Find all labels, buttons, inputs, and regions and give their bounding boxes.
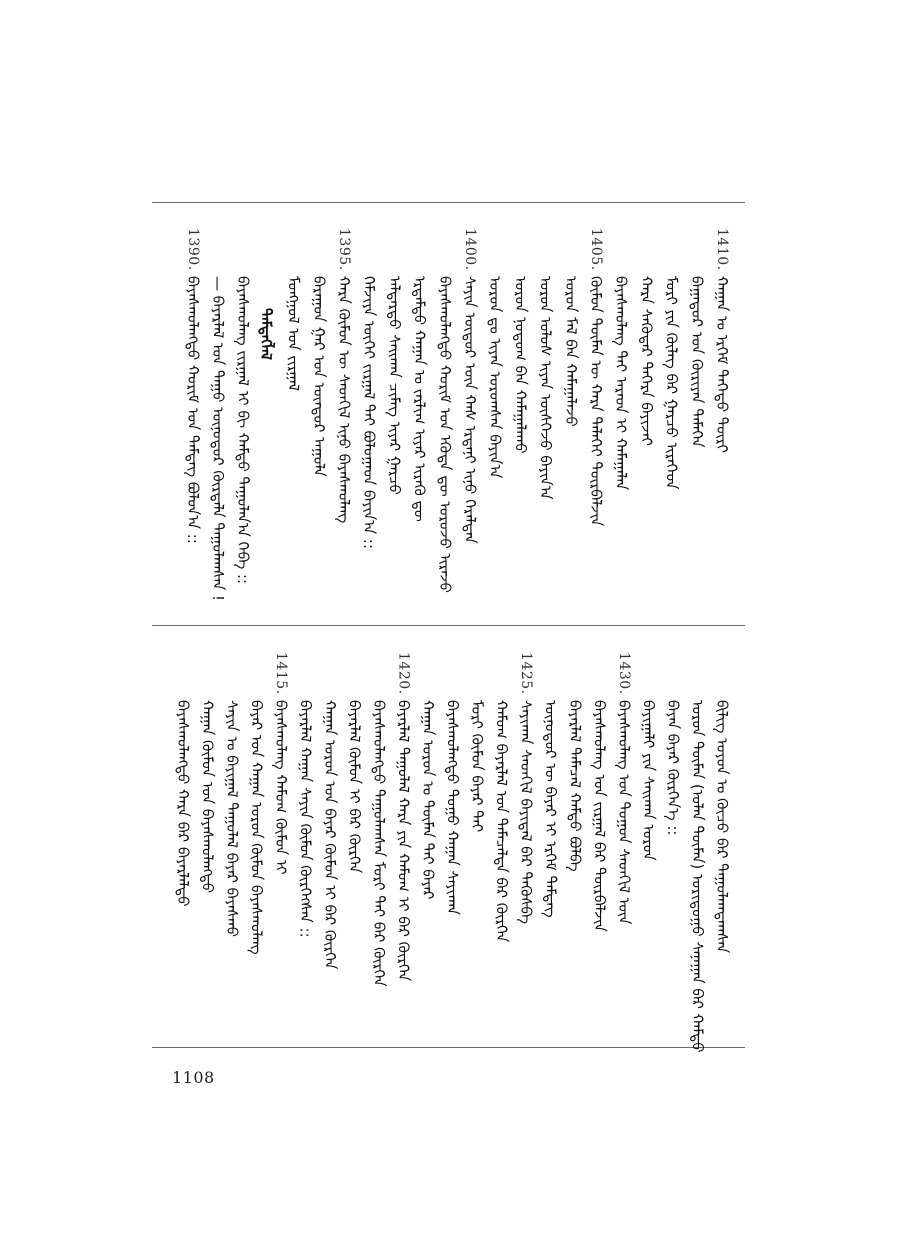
verse-line: ᠬᠠᠭᠠᠨ ᠤ ᠡᠷᠬᠡᠮ ᠳᠡᠭᠡᠳᠦ ᠳᠦᠷᠢ: [713, 276, 731, 453]
top-text-block: [152, 228, 745, 608]
text-column: [383, 228, 405, 495]
verse-line: ᠪᠠᠶᠠᠰᠬᠤᠯᠠᠩᠲᠤ ᠳᠠᠭᠤᠯᠠᠭᠰᠠᠨ ᠮᠣᠷᠢ ᠲᠠᠢ ᠪᠡᠷ ᠬᠦᠷᠭᠡᠨ: [370, 700, 388, 987]
text-column: [358, 228, 380, 549]
verse-line: ᠪᠠᠶᠠᠰᠬᠤᠯᠠᠩᠲᠤ ᠳᠣᠭᠤ ᠬᠠᠭᠠᠨ ᠰᠠᠶᠢᠬᠠᠨ: [443, 700, 462, 916]
text-column: [515, 652, 537, 924]
verse-line: ᠮᠣᠷᠢ ᠶᠢᠨ ᠬᠦᠯᠡᠭ ᠪᠡᠷ ᠭᠠᠷᠴᠤ ᠢᠷᠡᠭᠡᠳ: [662, 276, 681, 490]
verse-line: ᠪᠠᠷᠠᠭᠤᠨ ᠭᠠᠷ ᠤᠨ ᠥᠨᠳᠥᠷ ᠠᠭᠤᠯᠠ: [309, 276, 328, 477]
text-column: [308, 228, 330, 477]
text-column: [246, 652, 268, 955]
text-column: [207, 228, 229, 601]
line-number: 1415.: [273, 652, 289, 695]
verse-line: ᠪᠠᠶᠠᠰᠬᠤᠯᠠᠩᠲᠤ ᠬᠣᠷᠢᠮ ᠤᠨ ᠲᠡᠮᠳᠡᠭ ᠪᠣᠯᠤᠨ᠎ᠠ ::: [183, 276, 202, 544]
middle-rule: [152, 625, 745, 626]
line-number-slot: [462, 228, 478, 276]
section-heading: ᠲᠡᠮᠳᠡᠭᠯᠡᠯ: [257, 308, 275, 361]
text-column: [610, 228, 632, 490]
text-column: [711, 228, 733, 453]
verse-line: ᠪᠠᠶᠠᠰᠬᠤᠯᠠᠩ ᠵᠢᠷᠭᠠᠯ ᠢ ᠪᠢ ᠬᠠᠮᠲᠤ ᠳᠠᠭᠤᠯᠠᠨ᠎ᠠ ᠭᠡᠪᠡ ::: [234, 276, 253, 585]
verse-line: ᠬᠠᠷᠠ ᠰᠡᠭᠦᠳᠡᠷ ᠳᠡᠭᠡᠷᠡ ᠪᠠᠶᠢᠵᠠᠢ: [637, 276, 656, 446]
verse-line: ᠪᠠᠶᠠᠷᠯᠠᠯ ᠲᠡᠮᠡᠴᠡᠯ ᠬᠠᠮᠲᠤ ᠪᠣᠯᠪᠠ: [566, 700, 584, 872]
text-column: [295, 652, 317, 938]
verse-line: ᠮᠣᠷᠢ ᠬᠦᠮᠦᠨ ᠪᠠᠶᠠᠷ ᠲᠠᠢ: [468, 700, 486, 833]
verse-line: ᠪᠠᠶᠠᠷᠯᠠᠯ ᠬᠦᠮᠦᠨ ᠢ ᠪᠡᠷ ᠬᠦᠷᠭᠡᠨ: [345, 700, 364, 874]
verse-line: ᠪᠠᠶᠠᠷᠯᠠᠯ ᠳᠠᠭᠤᠯᠠᠯ ᠬᠠᠷᠠ ᠶᠢᠨ ᠬᠠᠮᠤᠭ ᠢ ᠪᠡᠷ ᠬᠦᠷᠭᠡᠨ: [394, 700, 413, 982]
text-column: [491, 652, 513, 942]
line-number-slot: [336, 228, 352, 276]
verse-line: ᠣᠷᠣᠨ ᠨᠤᠲᠤᠭ ᠪᠠᠨ ᠬᠠᠮᠠᠭᠠᠯᠠᠬᠤ: [511, 276, 530, 454]
line-number: 1430.: [616, 652, 632, 695]
verse-line: ᠣᠷᠣᠨ ᠳᠤ ᠢᠶᠠᠨ ᠣᠷᠣᠭᠰᠠᠨ ᠪᠠᠶᠢᠨ᠎ᠠ: [486, 276, 505, 479]
verse-line: ᠰᠠᠶᠢᠨ ᠤ ᠪᠠᠶᠢᠭᠠᠯ ᠳᠠᠭᠤᠯᠠᠯ ᠪᠠᠶᠠᠷ ᠪᠠᠶᠠᠰᠬᠤ: [223, 700, 241, 938]
line-number-slot: [588, 228, 604, 276]
line-number-slot: [185, 228, 201, 276]
top-rule: [152, 202, 745, 203]
line-number: 1400.: [462, 228, 478, 271]
text-column: [319, 652, 341, 969]
text-column: [589, 652, 611, 932]
text-column: [560, 228, 582, 427]
text-column: [283, 228, 305, 391]
text-column: [393, 652, 415, 981]
line-number: 1420.: [395, 652, 412, 695]
verse-line: ᠬᠠᠷᠠ ᠬᠦᠮᠦᠨ ᠦ ᠰᠡᠳᠭᠢᠯ ᠢᠨᠦ ᠪᠠᠶᠠᠰᠬᠤᠯᠠᠩ: [335, 276, 353, 524]
verse-line: ᠪᠠᠶᠠᠰᠬᠤᠯᠠᠩ ᠤᠨ ᠵᠢᠷᠭᠠᠯ ᠪᠠᠷ ᠳᠦᠷᠪᠡᠯᠵᠢᠨ: [590, 700, 609, 932]
verse-line: ᠥᠨᠥᠳᠦᠷ ᠦ ᠪᠠᠶᠠᠷ ᠢ ᠡᠷᠬᠡᠮ ᠲᠡᠮᠳᠡᠭ: [541, 700, 560, 918]
text-column: [564, 652, 586, 872]
line-number: 1425.: [518, 652, 534, 695]
line-number-slot: [396, 652, 412, 700]
verse-line: ᠪᠠᠶᠠᠨ ᠪᠠᠶᠠᠷ ᠬᠦᠷᠭᠡᠨ᠎ᠡ ::: [664, 700, 682, 836]
text-column: [613, 652, 635, 925]
line-number-slot: [518, 652, 534, 700]
text-column: [686, 228, 708, 448]
text-column: [711, 652, 733, 953]
verse-line: ᠮᠣᠩᠭᠣᠯ ᠤᠨ ᠵᠢᠷᠭᠠᠯ: [284, 276, 303, 392]
text-column: [221, 652, 243, 937]
text-column: [661, 228, 683, 489]
text-column: [635, 228, 657, 446]
text-column: [197, 652, 219, 893]
text-column: [540, 652, 562, 918]
bottom-text-block: [152, 652, 745, 1053]
text-column: [585, 228, 607, 526]
text-column: [368, 652, 390, 987]
verse-line: — ᠪᠠᠶᠠᠷᠯᠠᠯ ᠤᠨ ᠳᠠᠭᠤ ᠥᠨᠥᠳᠦᠷ ᠬᠦᠷᠲᠡᠯᠡ ᠳᠠᠭᠤᠯᠠᠭᠰᠠᠨ !: [209, 276, 227, 602]
verse-line: ᠪᠠᠶᠠᠷᠯᠠᠯ ᠬᠠᠭᠠᠨ ᠰᠠᠶᠢᠨ ᠬᠦᠮᠦᠨ ᠬᠦᠷᠭᠡᠭᠰᠡᠨ ::: [296, 700, 315, 938]
bottom-rule: [152, 1047, 745, 1048]
text-column: [442, 652, 464, 915]
verse-line: ᠪᠠᠶᠠᠷ ᠤᠨ ᠬᠠᠭᠠᠨ ᠣᠷᠣᠨ ᠬᠦᠮᠦᠨ ᠪᠠᠶᠠᠰᠬᠤᠯᠠᠩ: [247, 700, 266, 955]
verse-line: ᠪᠠᠶᠠᠰᠬᠤᠯᠠᠩᠲᠤ ᠬᠠᠷᠠ ᠪᠠᠷ ᠪᠠᠶᠠᠷᠯᠠᠯᠲᠤ: [174, 700, 192, 907]
verse-line: ᠰᠠᠶᠢᠬᠠᠨ ᠰᠡᠳᠬᠢᠯ ᠪᠠᠶᠢᠳᠠᠯ ᠪᠠᠷ ᠲᠡᠭᠦᠰᠪᠡ: [517, 700, 535, 924]
verse-line: ᠪᠠᠶᠢᠭᠠᠯᠢ ᠶᠢᠨ ᠰᠠᠢᠬᠠᠨ ᠣᠷᠣᠨ: [639, 700, 658, 861]
verse-line: ᠬᠠᠭᠠᠨ ᠣᠷᠣᠨ ᠤ ᠲᠦᠮᠡᠨ ᠲᠠᠢ ᠪᠠᠶᠠᠷ: [419, 700, 437, 900]
page-number: 1108: [172, 1068, 215, 1087]
text-column: [270, 652, 292, 875]
verse-line: ᠬᠡᠮᠵᠢᠶᠡ ᠦᠭᠡᠢ ᠵᠢᠷᠭᠠᠯ ᠲᠠᠢ ᠪᠤᠯᠤᠭᠠᠳ ᠪᠠᠶᠢᠨ᠎ᠠ ::: [360, 276, 379, 550]
verse-line: ᠣᠷᠣᠨ ᠮᠠᠯ ᠪᠠᠨ ᠬᠠᠮᠠᠭᠠᠯᠠᠵᠤ: [561, 276, 580, 427]
verse-line: ᠰᠠᠶᠢᠨ ᠥᠳᠦᠷ ᠦᠨ ᠬᠠᠰ ᠡᠷᠳᠡᠨᠢ ᠢᠨᠦ ᠭᠡᠷᠡᠯᠲᠡᠨ: [461, 276, 479, 544]
text-column: [662, 652, 684, 835]
verse-line: ᠪᠢᠯᠢᠭ ᠣᠶᠤᠨ ᠤ ᠬᠦᠴᠦ ᠪᠠᠷ ᠳᠠᠭᠤᠯᠠᠭᠳᠠᠭᠰᠠᠨ: [713, 700, 731, 954]
text-column: [638, 652, 660, 861]
verse-line: ᠬᠦᠮᠦᠨ ᠲᠦᠮᠡᠨ ᠦ ᠬᠠᠷᠠ ᠲᠡᠯᠡᠭᠡᠢ ᠳᠦᠷᠪᠡᠯᠵᠢᠨ: [587, 276, 605, 527]
text-column: [172, 652, 194, 906]
verse-line: ᠬᠠᠭᠠᠨ ᠬᠦᠮᠦᠨ ᠤᠨ ᠪᠠᠶᠠᠰᠬᠤᠯᠠᠩᠲᠤ: [198, 700, 217, 894]
text-column: [535, 228, 557, 500]
text-column: [459, 228, 481, 544]
verse-line: ᠬᠠᠮᠤᠭ ᠪᠠᠶᠠᠷᠯᠠᠯ ᠤᠨ ᠲᠡᠮᠡᠴᠡᠯᠲᠡ ᠪᠡᠷ ᠬᠦᠷᠭᠡᠨ: [492, 700, 511, 943]
text-column: [484, 228, 506, 478]
line-number-slot: [616, 652, 632, 700]
line-number: 1410.: [714, 228, 730, 271]
verse-line: ᠪᠠᠶᠠᠰᠬᠤᠯᠠᠩ ᠲᠠᠢ ᠠᠷᠠᠳ ᠢ ᠬᠠᠮᠠᠭᠠᠯᠠᠨ: [612, 276, 631, 491]
text-column: [466, 652, 488, 832]
text-column: [687, 652, 709, 1053]
line-number: 1395.: [336, 228, 352, 271]
text-column: [434, 228, 456, 593]
line-number-slot: [714, 228, 730, 276]
text-column: [344, 652, 366, 873]
line-number: 1405.: [588, 228, 604, 271]
verse-line: ᠪᠠᠶᠠᠰᠬᠤᠯᠠᠩ ᠤᠨ ᠳᠣᠭᠤᠨ ᠰᠡᠳᠬᠢᠯ ᠦᠨ: [615, 700, 633, 925]
verse-line: ᠣᠷᠣᠨ ᠤᠯᠤᠰ ᠢᠶᠠᠨ ᠥᠰᠬᠡᠵᠦ ᠪᠠᠶᠢᠨ᠎ᠠ: [536, 276, 555, 500]
verse-line: ᠣᠷᠣᠨ ᠲᠦᠮᠡᠨ (ᠣᠯᠠᠨ ᠲᠦᠮᠡᠨ) ᠣᠷᠢᠳᠤᠭᠤ ᠰᠠᠨᠠᠭᠠᠨ ᠪᠠᠷ ᠬᠠᠮᠲᠤ: [688, 700, 707, 1053]
text-column: [417, 652, 439, 899]
verse-line: ᠪᠠᠶᠠᠰᠬᠤᠯᠠᠩ ᠬᠠᠮᠤᠭ ᠬᠦᠮᠦᠨ ᠢ: [272, 700, 290, 875]
text-column: [509, 228, 531, 454]
text-column: [257, 228, 279, 276]
verse-line: ᠠᠯᠳᠠᠷᠲᠤ ᠰᠠᠢᠬᠠᠨ ᠴᠢᠮᠡᠭ ᠢᠶᠡᠷ ᠭᠠᠷᠴᠤ: [385, 276, 404, 495]
text-column: [182, 228, 204, 544]
line-number: 1390.: [184, 228, 201, 271]
text-column: [409, 228, 431, 522]
verse-line: ᠡᠷᠳᠡᠮᠲᠦ ᠬᠠᠭᠠᠨ ᠤ ᠵᠠᠷᠯᠢᠭ ᠢᠶᠠᠷ ᠢᠷᠡᠬᠦ ᠳᠦ: [410, 276, 429, 522]
text-column: [333, 228, 355, 523]
verse-line: ᠪᠠᠶᠠᠰᠬᠤᠯᠠᠩᠲᠤ ᠬᠣᠷᠢᠮ ᠤᠨ ᠡᠭᠦᠳᠡ ᠳᠦ ᠣᠷᠣᠵᠤ ᠢᠷᠡᠵᠦ: [435, 276, 454, 593]
verse-line: ᠪᠠᠭᠠᠲᠤᠷ ᠤᠨ ᠬᠦᠷᠢᠶᠡᠨ ᠲᠡᠮᠡᠭᠡᠨ: [687, 276, 706, 448]
line-number-slot: [273, 652, 289, 700]
verse-line: ᠬᠠᠭᠠᠨ ᠣᠷᠣᠨ ᠤᠨ ᠪᠠᠶᠠᠷ ᠬᠦᠮᠦᠨ ᠢ ᠪᠡᠷ ᠬᠦᠷᠭᠡᠨ: [321, 700, 339, 970]
text-column: [232, 228, 254, 584]
